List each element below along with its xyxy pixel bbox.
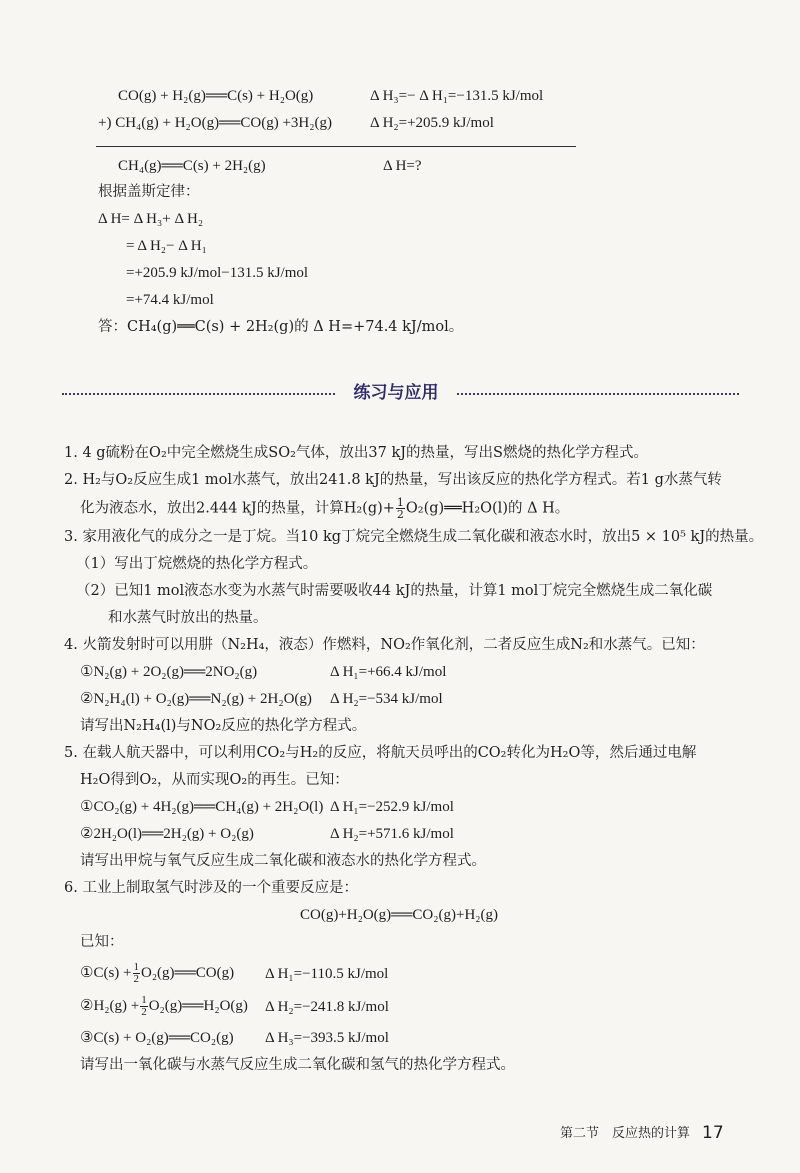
exercise-3-line-1: 3. 家用液化气的成分之一是丁烷。当10 kg丁烷完全燃烧生成二氧化碳和液态水时，放出5 × 10⁵ kJ的热量。 xyxy=(64,529,764,545)
exercise-6-equation-2-enthalpy: Δ H₂=−241.8 kJ/mol xyxy=(265,999,389,1015)
exercise-2-line-2-end: O₂(g)══H₂O(l)的 Δ H。 xyxy=(405,500,570,517)
exercise-6-equation-2: ②H₂(g) + $\frac{1}{2}$ O₂(g)══H₂O(g) xyxy=(80,994,248,1018)
solution-equation-1: CO(g) + H₂(g)══C(s) + H₂O(g) xyxy=(118,88,314,104)
exercise-4-ask: 请写出N₂H₄(l)与NO₂反应的热化学方程式。 xyxy=(80,718,367,734)
exercise-5-equation-1: ①CO₂(g) + 4H₂(g)══CH₄(g) + 2H₂O(l) xyxy=(80,799,324,815)
exercise-6-equation-1: ①C(s) + $\frac{1}{2}$ O₂(g)══CO(g) xyxy=(80,961,235,985)
exercise-3-part-2-line-2: 和水蒸气时放出的热量。 xyxy=(108,610,268,626)
exercise-1: 1. 4 g硫粉在O₂中完全燃烧生成SO₂气体，放出37 kJ的热量，写出S燃烧的热化学方程式。 xyxy=(64,445,648,461)
solution-step-3: =+205.9 kJ/mol−131.5 kJ/mol xyxy=(126,265,309,281)
exercise-4-equation-2-enthalpy: Δ H₂=−534 kJ/mol xyxy=(330,691,443,707)
exercise-5-equation-2: ②2H₂O(l)══2H₂(g) + O₂(g) xyxy=(80,826,254,842)
half-fraction: $\frac{1}{2}$ xyxy=(396,496,404,521)
exercise-6-equation-3: ③C(s) + O₂(g)══CO₂(g) xyxy=(80,1030,234,1046)
exercise-5-equation-2-enthalpy: Δ H₂=+571.6 kJ/mol xyxy=(330,826,454,842)
exercise-5-line-2: H₂O得到O₂，从而实现O₂的再生。已知： xyxy=(80,772,349,788)
exercise-4-equation-1-enthalpy: Δ H₁=+66.4 kJ/mol xyxy=(330,664,447,680)
exercise-4-equation-1: ①N₂(g) + 2O₂(g)══2NO₂(g) xyxy=(80,664,258,680)
exercise-6-line-1: 6. 工业上制取氢气时涉及的一个重要反应是： xyxy=(64,880,358,896)
solution-equation-2-enthalpy: Δ H₂=+205.9 kJ/mol xyxy=(370,115,494,131)
exercise-6-main-equation: CO(g)+H₂O(g)══CO₂(g)+H₂(g) xyxy=(300,907,498,923)
solution-answer: 答：CH₄(g)══C(s) + 2H₂(g)的 Δ H=+74.4 kJ/mol。 xyxy=(98,319,464,335)
solution-step-2: = Δ H₂− Δ H₁ xyxy=(126,238,207,254)
solution-step-4: =+74.4 kJ/mol xyxy=(126,292,214,308)
section-divider-right xyxy=(457,393,739,395)
exercise-6-ask: 请写出一氧化碳与水蒸气反应生成二氧化碳和氢气的热化学方程式。 xyxy=(80,1057,515,1073)
exercise-3-part-2-line-1: （2）已知1 mol液态水变为水蒸气时需要吸收44 kJ的热量，计算1 mol丁烷完全燃烧生成二氧化碳 xyxy=(76,583,713,599)
exercise-4-line-1: 4. 火箭发射时可以用肼（N₂H₄，液态）作燃料，NO₂作氧化剂，二者反应生成N₂和水蒸气。已知： xyxy=(64,637,705,653)
exercise-6-known-label: 已知： xyxy=(80,934,124,950)
half-fraction: $\frac{1}{2}$ xyxy=(141,994,147,1018)
section-divider-left xyxy=(62,393,335,395)
exercise-5-ask: 请写出甲烷与氧气反应生成二氧化碳和液态水的热化学方程式。 xyxy=(80,853,486,869)
footer-section-title: 第二节 反应热的计算 xyxy=(560,1126,691,1141)
solution-equation-2: +) CH₄(g) + H₂O(g)══CO(g) +3H₂(g) xyxy=(98,115,332,131)
exercise-6-equation-1-enthalpy: Δ H₁=−110.5 kJ/mol xyxy=(265,966,389,982)
solution-sum-equation: CH₄(g)══C(s) + 2H₂(g) xyxy=(118,158,266,174)
exercise-5-equation-1-enthalpy: Δ H₁=−252.9 kJ/mol xyxy=(330,799,454,815)
solution-equation-1-enthalpy: Δ H₃=− Δ H₁=−131.5 kJ/mol xyxy=(370,88,544,104)
solution-step-1: Δ H= Δ H₃+ Δ H₂ xyxy=(98,211,204,227)
exercise-6-equation-3-enthalpy: Δ H₃=−393.5 kJ/mol xyxy=(265,1030,389,1046)
addition-rule xyxy=(96,146,576,147)
section-title: 练习与应用 xyxy=(353,383,439,403)
exercise-2-line-2 xyxy=(80,497,569,520)
exercise-2-line-1: 2. H₂与O₂反应生成1 mol水蒸气，放出241.8 kJ的热量，写出该反应的热化学方程式。若1 g水蒸气转 xyxy=(64,472,722,488)
half-fraction: $\frac{1}{2}$ xyxy=(133,961,139,985)
page-number: 17 xyxy=(702,1123,724,1143)
exercise-3-part-1: （1）写出丁烷燃烧的热化学方程式。 xyxy=(76,556,318,572)
exercise-4-equation-2: ②N₂H₄(l) + O₂(g)══N₂(g) + 2H₂O(g) xyxy=(80,691,312,707)
hess-law-label: 根据盖斯定律： xyxy=(98,184,200,200)
exercise-5-line-1: 5. 在载人航天器中，可以利用CO₂与H₂的反应，将航天员呼出的CO₂转化为H₂O等，然后通过电解 xyxy=(64,745,697,761)
exercise-2-line-2-start: 化为液态水，放出2.444 kJ的热量，计算H₂(g)+ xyxy=(80,500,395,517)
solution-sum-enthalpy: Δ H=? xyxy=(383,158,422,174)
